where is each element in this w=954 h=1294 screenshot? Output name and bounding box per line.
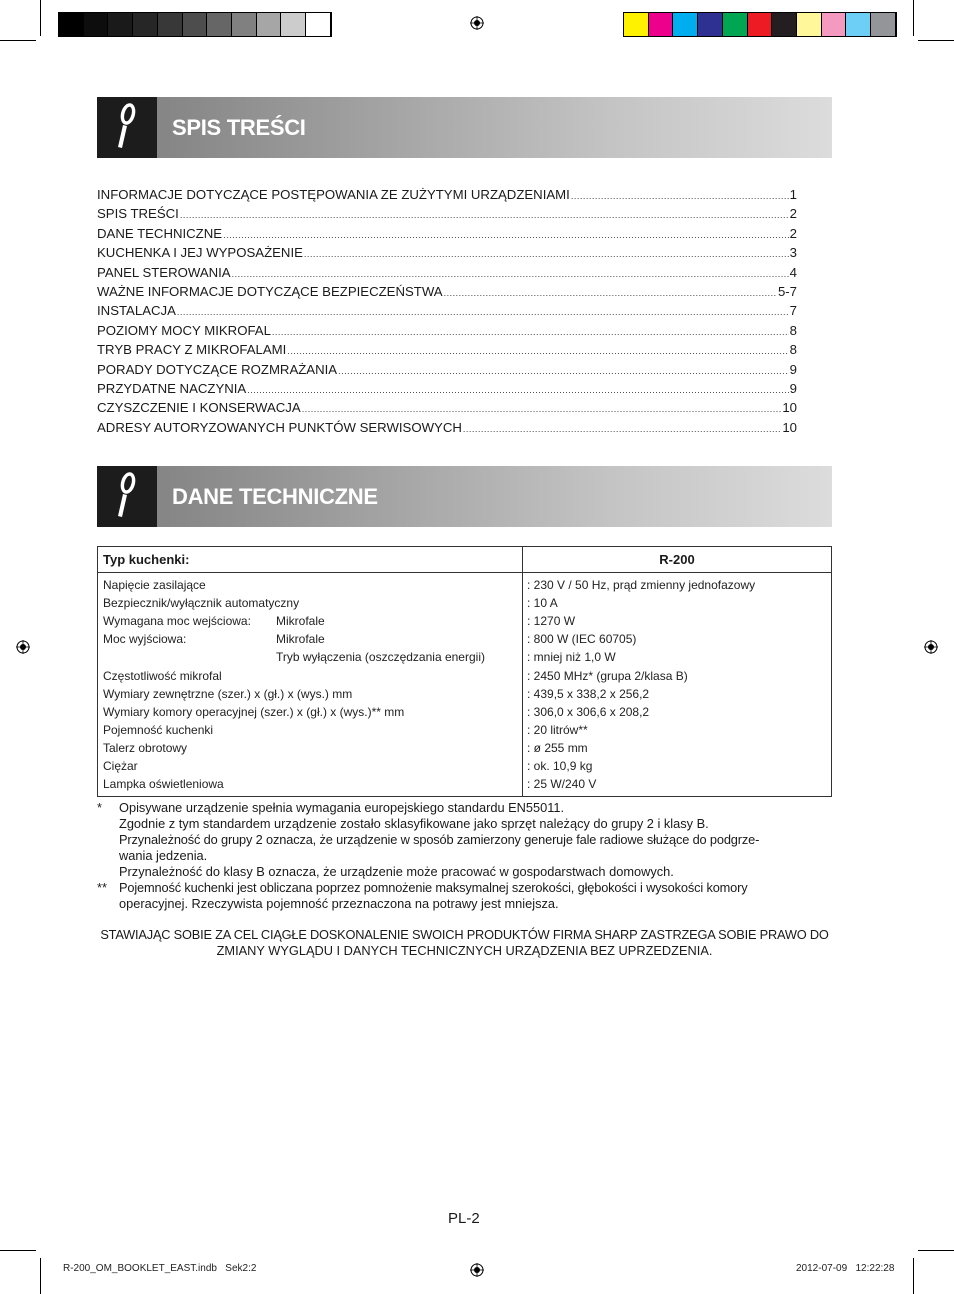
color-swatch bbox=[698, 13, 723, 36]
color-swatch bbox=[846, 13, 871, 36]
toc-entry bbox=[97, 206, 797, 225]
toc-entry-page: 2 bbox=[789, 225, 797, 241]
spec-row-sublabel: Tryb wyłączenia (oszczędzania energii) bbox=[276, 650, 485, 665]
toc-entry-label: PORADY DOTYCZĄCE ROZMRAŻANIA bbox=[97, 361, 338, 377]
spec-header-label: Typ kuchenki: bbox=[103, 552, 190, 567]
toc-leader-dots bbox=[571, 191, 789, 201]
color-calibration-bar bbox=[623, 12, 897, 37]
disclaimer-line: ZMIANY WYGLĄDU I DANYCH TECHNICZNYCH URZĄDZENIA BEZ UPRZEDZENIA. bbox=[216, 943, 713, 958]
toc-entry-page: 9 bbox=[789, 361, 797, 377]
footnote-line: Przynależność do grupy 2 oznacza, że urządzenie w sposób zamierzony generuje fale radiowe służące do podgrze- bbox=[119, 832, 760, 847]
toc-leader-dots bbox=[177, 307, 789, 317]
toc-entry-page: 9 bbox=[789, 380, 797, 396]
color-swatch bbox=[158, 13, 183, 36]
toc-leader-dots bbox=[180, 210, 789, 220]
color-swatch bbox=[624, 13, 649, 36]
spec-row-value: : 230 V / 50 Hz, prąd zmienny jednofazowy bbox=[527, 578, 756, 592]
footnote-line: Zgodnie z tym standardem urządzenie zostało sklasyfikowane jako sprzęt należący do grupy 2 i klasy B. bbox=[119, 816, 709, 831]
spec-row-label: Wymiary komory operacyjnej (szer.) x (gł.) x (wys.)** mm bbox=[103, 704, 405, 719]
toc-entry-page: 5-7 bbox=[777, 283, 797, 299]
toc-entry-page: 7 bbox=[789, 303, 797, 319]
spec-table-divider bbox=[522, 547, 523, 796]
spec-row-label: Ciężar bbox=[103, 759, 138, 773]
spec-row-label: Napięcie zasilające bbox=[103, 578, 206, 592]
toc-entry-label: CZYSZCZENIE I KONSERWACJA bbox=[97, 400, 301, 416]
toc-leader-dots bbox=[232, 269, 789, 279]
crop-mark bbox=[40, 1258, 41, 1294]
footnote-line: wania jedzenia. bbox=[119, 848, 208, 863]
footnote-line: Przynależność do klasy B oznacza, że urządzenie może pracować w gospodarstwach domowych. bbox=[119, 864, 674, 879]
spec-row-value: : 20 litrów** bbox=[527, 722, 588, 737]
spec-table bbox=[97, 546, 832, 797]
crop-mark bbox=[913, 0, 914, 36]
toc-section-header bbox=[97, 97, 832, 158]
color-swatch bbox=[306, 13, 331, 36]
spec-row-label: Pojemność kuchenki bbox=[103, 722, 214, 737]
info-pointer-icon bbox=[97, 97, 157, 158]
toc-entry-label: INFORMACJE DOTYCZĄCE POSTĘPOWANIA ZE ZUŻYTYMI URZĄDZENIAMI bbox=[97, 187, 570, 202]
crop-mark bbox=[0, 40, 36, 41]
spec-row-sublabel: Mikrofale bbox=[276, 614, 325, 629]
spec-row-label: Wymiary zewnętrzne (szer.) x (gł.) x (wys.) mm bbox=[103, 686, 353, 701]
toc-entry bbox=[97, 420, 797, 439]
spec-row-label: Talerz obrotowy bbox=[103, 740, 188, 755]
toc-entry-page: 1 bbox=[789, 187, 797, 202]
crop-mark bbox=[40, 0, 41, 36]
color-swatch bbox=[207, 13, 232, 36]
toc-entry bbox=[97, 245, 797, 264]
toc-leader-dots bbox=[304, 249, 789, 259]
toc-leader-dots bbox=[444, 288, 777, 298]
footnote-marker: * bbox=[97, 800, 102, 815]
toc-entry bbox=[97, 303, 797, 322]
toc-entry bbox=[97, 342, 797, 361]
toc-entry-page: 2 bbox=[789, 206, 797, 222]
spec-row-label: Moc wyjściowa: bbox=[103, 632, 187, 647]
registration-mark-icon bbox=[924, 640, 938, 654]
spec-row-label: Częstotliwość mikrofal bbox=[103, 668, 222, 683]
spec-row-label: Bezpiecznik/wyłącznik automatyczny bbox=[103, 596, 300, 611]
footnote-line: operacyjnej. Rzeczywista pojemność przeznaczona na potrawy jest mniejsza. bbox=[119, 896, 559, 911]
color-swatch bbox=[232, 13, 257, 36]
crop-mark bbox=[0, 1250, 36, 1251]
toc-leader-dots bbox=[338, 366, 789, 376]
spec-row-value: : 800 W (IEC 60705) bbox=[527, 632, 637, 647]
specs-title: DANE TECHNICZNE bbox=[172, 484, 378, 509]
disclaimer bbox=[97, 927, 832, 959]
toc-entry-label: POZIOMY MOCY MIKROFAL bbox=[97, 322, 271, 338]
color-swatch bbox=[183, 13, 208, 36]
toc-leader-dots bbox=[463, 424, 781, 434]
crop-mark bbox=[918, 40, 954, 41]
grayscale-calibration-bar bbox=[58, 12, 332, 37]
toc-entry-page: 8 bbox=[789, 322, 797, 338]
toc-entry-label: PANEL STEROWANIA bbox=[97, 264, 231, 280]
toc-leader-dots bbox=[223, 230, 789, 240]
toc-entry bbox=[97, 226, 797, 245]
toc-entry bbox=[97, 362, 797, 381]
footer-file-info: R-200_OM_BOOKLET_EAST.indb Sek2:2 bbox=[63, 1263, 257, 1274]
toc-entry-page: 4 bbox=[789, 264, 797, 280]
page-number: PL-2 bbox=[448, 1210, 480, 1227]
footnote-line: Opisywane urządzenie spełnia wymagania europejskiego standardu EN55011. bbox=[119, 800, 565, 815]
spec-row-value: : 25 W/240 V bbox=[527, 777, 597, 792]
footnotes bbox=[97, 800, 832, 912]
toc-entry-label: SPIS TREŚCI bbox=[97, 206, 179, 222]
spec-row-value: : 1270 W bbox=[527, 614, 576, 629]
color-swatch bbox=[281, 13, 306, 36]
disclaimer-line: STAWIAJĄC SOBIE ZA CEL CIĄGŁE DOSKONALENIE SWOICH PRODUKTÓW FIRMA SHARP ZASTRZEGA SOBIE PRAWO DO bbox=[100, 927, 829, 942]
spec-row-value: : ok. 10,9 kg bbox=[527, 759, 593, 773]
toc-entry-label: WAŻNE INFORMACJE DOTYCZĄCE BEZPIECZEŃSTWA bbox=[97, 283, 443, 299]
toc-entry-label: PRZYDATNE NACZYNIA bbox=[97, 380, 247, 396]
toc-entry bbox=[97, 323, 797, 342]
spec-row-label: Wymagana moc wejściowa: bbox=[103, 614, 251, 629]
specs-section-header bbox=[97, 466, 832, 527]
color-swatch bbox=[108, 13, 133, 36]
spec-row-value: : 439,5 x 338,2 x 256,2 bbox=[527, 686, 650, 701]
toc-entry-page: 8 bbox=[789, 342, 797, 358]
toc-entry-page: 10 bbox=[782, 419, 797, 435]
toc-entry-page: 3 bbox=[789, 245, 797, 261]
footnote-marker: ** bbox=[97, 880, 107, 895]
registration-mark-icon bbox=[470, 1263, 484, 1277]
registration-mark-icon bbox=[16, 640, 30, 654]
crop-mark bbox=[918, 1250, 954, 1251]
color-swatch bbox=[822, 13, 847, 36]
toc-leader-dots bbox=[302, 404, 782, 414]
toc-entry bbox=[97, 400, 797, 419]
toc-entry-label: KUCHENKA I JEJ WYPOSAŻENIE bbox=[97, 245, 303, 261]
color-swatch bbox=[649, 13, 674, 36]
color-swatch bbox=[59, 13, 84, 36]
toc-title: SPIS TREŚCI bbox=[172, 115, 306, 140]
toc-entry bbox=[97, 381, 797, 400]
toc-leader-dots bbox=[287, 346, 788, 356]
color-swatch bbox=[797, 13, 822, 36]
color-swatch bbox=[748, 13, 773, 36]
color-swatch bbox=[772, 13, 797, 36]
table-of-contents bbox=[97, 187, 797, 439]
toc-entry bbox=[97, 265, 797, 284]
color-swatch bbox=[133, 13, 158, 36]
info-pointer-icon bbox=[97, 466, 157, 527]
color-swatch bbox=[723, 13, 748, 36]
toc-entry-page: 10 bbox=[782, 400, 797, 416]
registration-mark-icon bbox=[470, 16, 484, 30]
toc-entry bbox=[97, 187, 797, 206]
footnote-1 bbox=[97, 800, 832, 880]
spec-row-value: : ø 255 mm bbox=[527, 740, 588, 755]
toc-entry-label: TRYB PRACY Z MIKROFALAMI bbox=[97, 342, 287, 358]
toc-entry bbox=[97, 284, 797, 303]
color-swatch bbox=[673, 13, 698, 36]
spec-row-label: Lampka oświetleniowa bbox=[103, 777, 224, 792]
spec-row-value: : 306,0 x 306,6 x 208,2 bbox=[527, 704, 650, 719]
footnote-2 bbox=[97, 880, 832, 912]
spec-header-value: R-200 bbox=[659, 552, 695, 567]
spec-row-value: : 2450 MHz* (grupa 2/klasa B) bbox=[527, 668, 688, 683]
toc-leader-dots bbox=[272, 327, 789, 337]
spec-row-value: : mniej niż 1,0 W bbox=[527, 650, 616, 665]
toc-entry-label: DANE TECHNICZNE bbox=[97, 225, 223, 241]
color-swatch bbox=[871, 13, 896, 36]
footnote-line: Pojemność kuchenki jest obliczana poprzez pomnożenie maksymalnej szerokości, głębokości i wysokości komory bbox=[119, 880, 748, 895]
crop-mark bbox=[913, 1258, 914, 1294]
toc-entry-label: INSTALACJA bbox=[97, 303, 176, 319]
spec-row-sublabel: Mikrofale bbox=[276, 632, 325, 647]
toc-entry-label: ADRESY AUTORYZOWANYCH PUNKTÓW SERWISOWYCH bbox=[97, 419, 462, 435]
spec-row-value: : 10 A bbox=[527, 596, 558, 611]
color-swatch bbox=[257, 13, 282, 36]
toc-leader-dots bbox=[247, 385, 788, 395]
color-swatch bbox=[84, 13, 109, 36]
footer-timestamp: 2012-07-09 12:22:28 bbox=[796, 1263, 895, 1274]
